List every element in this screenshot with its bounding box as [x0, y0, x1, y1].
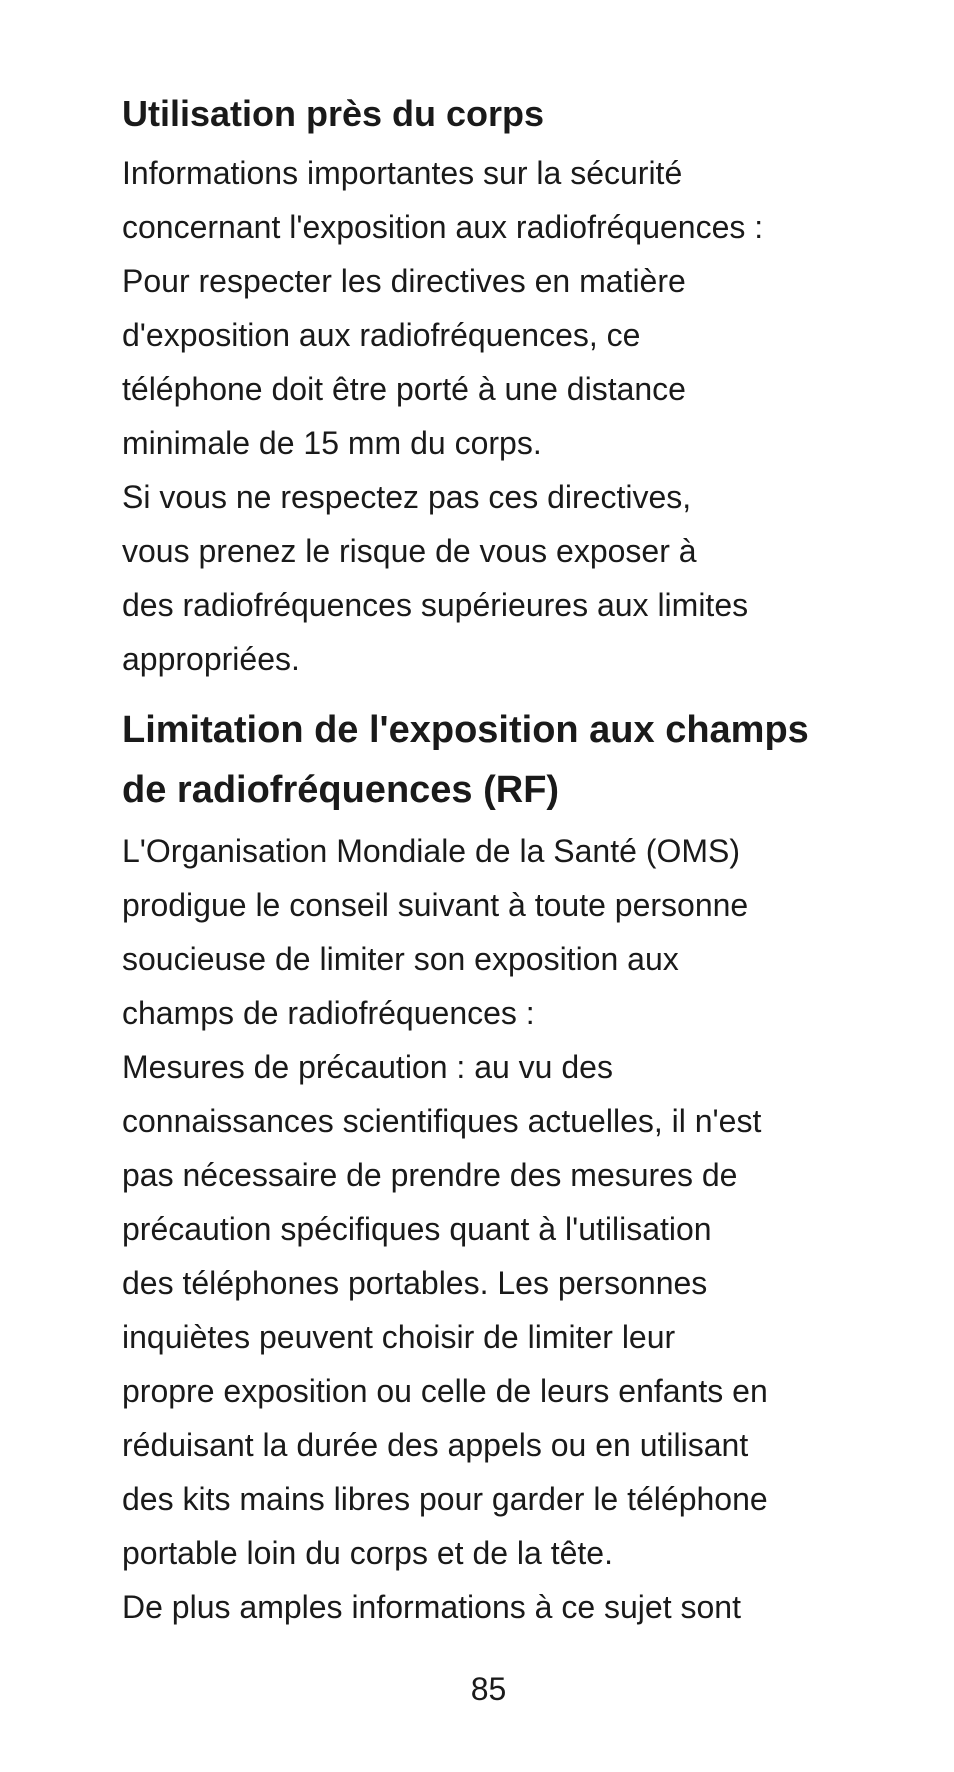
text-line: prodigue le conseil suivant à toute personne — [122, 887, 749, 923]
section-rf-limitation — [122, 700, 922, 1634]
text-line: téléphone doit être porté à une distance — [122, 371, 686, 407]
text-line: connaissances scientifiques actuelles, il n'est — [122, 1103, 762, 1139]
text-line: Pour respecter les directives en matière — [122, 263, 686, 299]
text-line: soucieuse de limiter son exposition aux — [122, 941, 679, 977]
text-line: vous prenez le risque de vous exposer à — [122, 533, 697, 569]
text-line: précaution spécifiques quant à l'utilisation — [122, 1211, 712, 1247]
text-line: Informations importantes sur la sécurité — [122, 155, 683, 191]
section-rf-limitation-text — [122, 824, 922, 1634]
text-line: Si vous ne respectez pas ces directives, — [122, 479, 692, 515]
document-page — [122, 88, 922, 1634]
section-heading-body-use: Utilisation près du corps — [122, 93, 545, 134]
text-line: inquiètes peuvent choisir de limiter leur — [122, 1319, 676, 1355]
text-line: des radiofréquences supérieures aux limites — [122, 587, 749, 623]
section-body-use-text — [122, 146, 922, 686]
text-line: De plus amples informations à ce sujet sont — [122, 1589, 741, 1625]
section-heading-rf-limitation — [122, 700, 922, 820]
text-line: champs de radiofréquences : — [122, 995, 535, 1031]
text-line: réduisant la durée des appels ou en utilisant — [122, 1427, 749, 1463]
heading-line: de radiofréquences (RF) — [122, 769, 560, 811]
heading-line: Limitation de l'exposition aux champs — [122, 709, 809, 751]
text-line: propre exposition ou celle de leurs enfants en — [122, 1373, 768, 1409]
page-number: 85 — [470, 1671, 507, 1707]
text-line: d'exposition aux radiofréquences, ce — [122, 317, 641, 353]
text-line: des téléphones portables. Les personnes — [122, 1265, 708, 1301]
text-line: minimale de 15 mm du corps. — [122, 425, 542, 461]
text-line: Mesures de précaution : au vu des — [122, 1049, 613, 1085]
text-line: portable loin du corps et de la tête. — [122, 1535, 613, 1571]
text-line: pas nécessaire de prendre des mesures de — [122, 1157, 738, 1193]
text-line: L'Organisation Mondiale de la Santé (OMS) — [122, 833, 740, 869]
section-body-use — [122, 88, 922, 686]
text-line: concernant l'exposition aux radiofréquences : — [122, 209, 764, 245]
text-line: appropriées. — [122, 641, 300, 677]
text-line: des kits mains libres pour garder le téléphone — [122, 1481, 768, 1517]
